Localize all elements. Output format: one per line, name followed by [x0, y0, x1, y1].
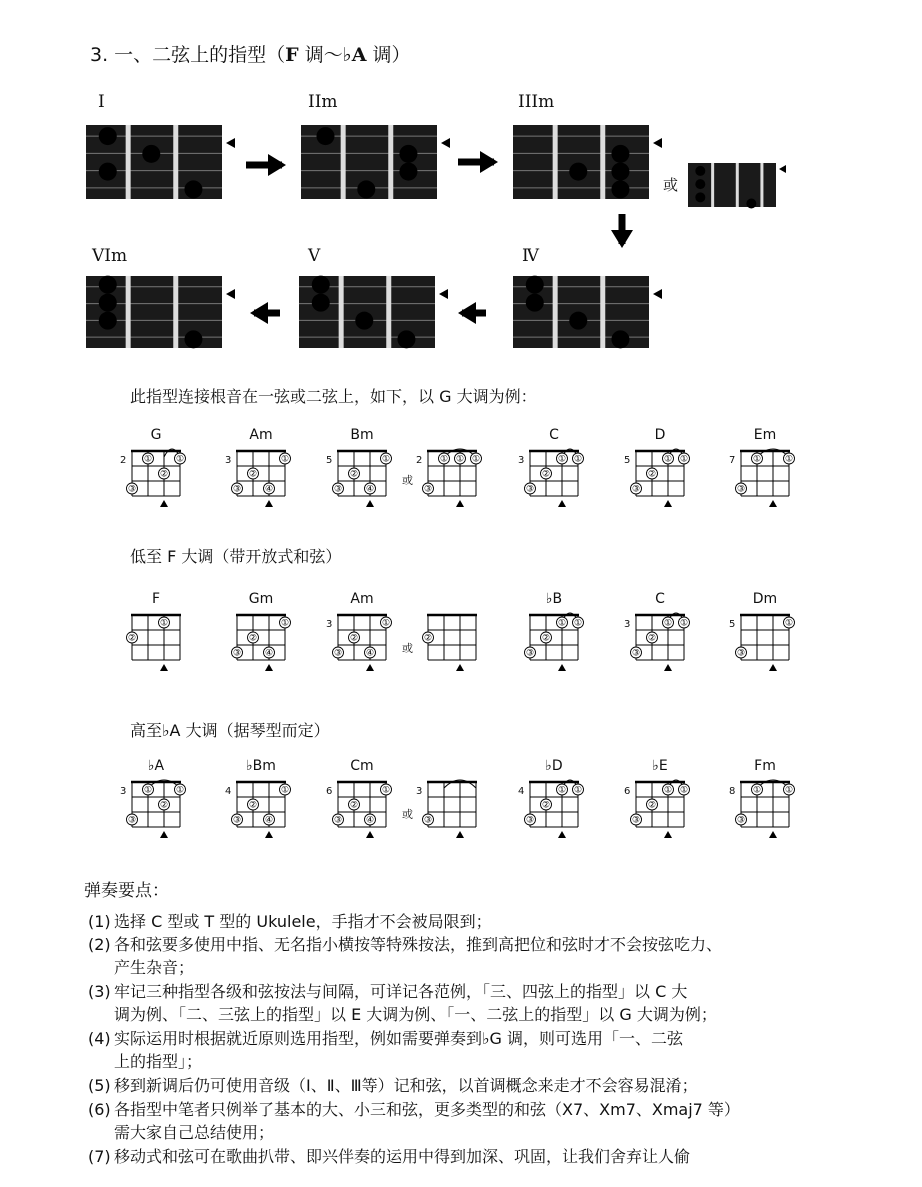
chord-fret-number: 7	[729, 455, 736, 466]
or-label: 或	[663, 176, 679, 194]
chord-name: ♭Bm	[246, 758, 276, 774]
chord-fret-number: 5	[624, 455, 631, 466]
label-I: I	[98, 92, 105, 112]
finger-number: ③	[631, 484, 641, 495]
chord-name: C	[549, 427, 559, 443]
notes-heading: 弹奏要点：	[84, 881, 169, 901]
finger-number: ③	[333, 484, 343, 495]
chord-name: C	[655, 591, 665, 607]
finger-number: ①	[573, 785, 583, 796]
finger-number: ①	[381, 618, 391, 629]
finger-number: ①	[280, 618, 290, 629]
finger-number: ①	[143, 785, 153, 796]
finger-number: ①	[679, 785, 689, 796]
chord-name: Am	[249, 427, 273, 443]
root-marker	[265, 831, 273, 838]
note-item	[88, 1074, 846, 1097]
chord-name: ♭D	[545, 758, 563, 774]
root-marker	[769, 500, 777, 507]
chord-diagram	[736, 449, 795, 507]
note-number: (3)	[88, 982, 111, 1001]
finger-number: ①	[159, 618, 169, 629]
chord-name: Dm	[752, 591, 778, 607]
finger-number: ①	[679, 454, 689, 465]
finger-number: ③	[736, 484, 746, 495]
chord-fret-number: 2	[120, 455, 127, 466]
note-text: 移到新调后仍可使用音级（Ⅰ、Ⅱ、Ⅲ等）记和弦，以首调概念来走才不会容易混淆；	[114, 1076, 698, 1095]
finger-number: ②	[248, 469, 258, 480]
chord-name: G	[150, 427, 162, 443]
chord-diagram	[631, 449, 690, 507]
root-marker	[664, 831, 672, 838]
row3-or: 或	[402, 808, 413, 821]
chord-fret-number: 3	[416, 786, 423, 797]
chord-fret-number: 3	[518, 455, 525, 466]
finger-number: ②	[541, 469, 551, 480]
chord-fret-number: 4	[225, 786, 232, 797]
chord-diagram	[525, 613, 584, 671]
finger-number: ②	[423, 633, 433, 644]
finger-number: ①	[663, 618, 673, 629]
chord-diagram	[525, 449, 584, 507]
finger-number: ②	[159, 800, 169, 811]
root-marker	[664, 500, 672, 507]
finger-number: ②	[349, 469, 359, 480]
intro-text: 此指型连接根音在一弦或二弦上，如下，以 G 大调为例：	[130, 387, 537, 406]
chord-diagram	[525, 780, 584, 838]
finger-number: ②	[127, 633, 137, 644]
finger-number: ②	[248, 800, 258, 811]
note-item	[88, 1098, 846, 1144]
high-heading: 高至♭A 大调（据琴型而定）	[130, 721, 330, 740]
note-text: 牢记三种指型各级和弦按法与间隔，可详记各范例，「三、四弦上的指型」以 C 大	[114, 982, 688, 1001]
row2-or: 或	[402, 642, 413, 655]
note-text: 上的指型」；	[114, 1052, 203, 1071]
chord-fret-number: 6	[326, 786, 333, 797]
finger-number: ②	[349, 800, 359, 811]
label-IIm: IIm	[308, 92, 338, 112]
note-item	[88, 910, 846, 933]
finger-number: ②	[541, 633, 551, 644]
finger-number: ③	[631, 815, 641, 826]
finger-number: ③	[525, 484, 535, 495]
finger-number: ①	[471, 454, 481, 465]
finger-number: ①	[280, 785, 290, 796]
chord-diagram	[423, 449, 482, 507]
label-IV: Ⅳ	[522, 246, 539, 266]
chord-name: ♭E	[652, 758, 668, 774]
root-marker	[366, 664, 374, 671]
finger-number: ③	[232, 648, 242, 659]
finger-number: ①	[557, 785, 567, 796]
finger-number: ①	[752, 785, 762, 796]
label-VIm: VIm	[92, 246, 128, 266]
chord-diagram	[127, 615, 182, 671]
finger-number: ④	[264, 815, 274, 826]
chord-diagram	[333, 615, 392, 671]
chord-diagram	[736, 780, 795, 838]
finger-number: ④	[365, 648, 375, 659]
finger-number: ②	[647, 633, 657, 644]
finger-number: ①	[573, 454, 583, 465]
finger-number: ③	[127, 815, 137, 826]
finger-number: ②	[248, 633, 258, 644]
root-marker	[366, 500, 374, 507]
finger-number: ①	[784, 785, 794, 796]
chord-diagram	[423, 780, 478, 838]
root-marker	[366, 831, 374, 838]
finger-number: ①	[573, 618, 583, 629]
finger-number: ①	[663, 785, 673, 796]
chord-diagram	[232, 782, 291, 838]
root-marker	[558, 831, 566, 838]
finger-number: ③	[232, 815, 242, 826]
note-item	[88, 1027, 846, 1073]
note-number: (6)	[88, 1100, 111, 1119]
chord-name: Gm	[248, 591, 274, 607]
chord-diagram	[423, 615, 478, 671]
chord-name: F	[151, 591, 161, 607]
note-text: 移动式和弦可在歌曲扒带、即兴伴奏的运用中得到加深、巩固，让我们舍弃让人偷	[114, 1147, 691, 1166]
note-number: (7)	[88, 1147, 111, 1166]
finger-number: ①	[175, 454, 185, 465]
finger-number: ①	[679, 618, 689, 629]
chord-fret-number: 3	[624, 619, 631, 630]
root-marker	[265, 664, 273, 671]
root-marker	[160, 664, 168, 671]
chord-fret-number: 5	[326, 455, 333, 466]
root-marker	[160, 831, 168, 838]
chord-fret-number: 2	[416, 455, 423, 466]
note-text: 各指型中笔者只例举了基本的大、小三和弦，更多类型的和弦（X7、Xm7、Xmaj7 等）	[114, 1100, 740, 1119]
finger-number: ④	[365, 815, 375, 826]
chord-fret-number: 8	[729, 786, 736, 797]
finger-number: ①	[143, 454, 153, 465]
note-number: (5)	[88, 1076, 111, 1095]
row1-or: 或	[402, 474, 413, 487]
finger-number: ②	[647, 469, 657, 480]
finger-number: ②	[159, 469, 169, 480]
root-marker	[265, 500, 273, 507]
chord-diagram	[127, 449, 186, 507]
chord-fret-number: 4	[518, 786, 525, 797]
chord-fret-number: 3	[326, 619, 333, 630]
finger-number: ③	[631, 648, 641, 659]
root-marker	[456, 664, 464, 671]
finger-number: ②	[349, 633, 359, 644]
chord-fret-number: 3	[225, 455, 232, 466]
chord-diagram	[127, 780, 186, 838]
finger-number: ③	[525, 648, 535, 659]
finger-number: ①	[280, 454, 290, 465]
note-text: 选择 C 型或 T 型的 Ukulele，手指才不会被局限到；	[114, 912, 492, 931]
root-marker	[769, 664, 777, 671]
root-marker	[558, 500, 566, 507]
chord-diagram	[736, 615, 795, 671]
chord-diagram	[232, 451, 291, 507]
chord-diagram	[232, 615, 291, 671]
note-text: 调为例、「二、三弦上的指型」以 E 大调为例、「一、二弦上的指型」以 G 大调为例；	[114, 1005, 717, 1024]
note-number: (2)	[88, 935, 111, 954]
finger-number: ①	[784, 618, 794, 629]
root-marker	[456, 500, 464, 507]
finger-number: ④	[365, 484, 375, 495]
chord-diagram	[631, 780, 690, 838]
finger-number: ③	[525, 815, 535, 826]
finger-number: ①	[381, 785, 391, 796]
note-text: 产生杂音；	[114, 958, 195, 977]
finger-number: ①	[557, 454, 567, 465]
finger-number: ②	[541, 800, 551, 811]
low-heading: 低至 F 大调（带开放式和弦）	[130, 547, 342, 566]
chord-diagram	[333, 451, 392, 507]
chord-name: Bm	[350, 427, 374, 443]
finger-number: ①	[663, 454, 673, 465]
chord-name: Am	[350, 591, 374, 607]
note-item	[88, 980, 846, 1026]
finger-number: ③	[232, 484, 242, 495]
finger-number: ③	[423, 484, 433, 495]
label-IIIm: IIIm	[518, 92, 555, 112]
finger-number: ③	[736, 648, 746, 659]
section-title: 3. 一、二弦上的指型（F 调～♭A 调）	[90, 44, 411, 66]
chord-name: ♭A	[147, 758, 165, 774]
note-text: 各和弦要多使用中指、无名指小横按等特殊按法，推到高把位和弦时才不会按弦吃力、	[114, 935, 723, 954]
root-marker	[664, 664, 672, 671]
finger-number: ①	[175, 785, 185, 796]
chord-name: Cm	[350, 758, 374, 774]
root-marker	[558, 664, 566, 671]
finger-number: ③	[736, 815, 746, 826]
finger-number: ①	[381, 454, 391, 465]
chord-diagram	[631, 613, 690, 671]
label-V: V	[308, 246, 321, 266]
finger-number: ③	[127, 484, 137, 495]
chord-fret-number: 3	[120, 786, 127, 797]
root-marker	[456, 831, 464, 838]
note-number: (4)	[88, 1029, 111, 1048]
root-marker	[769, 831, 777, 838]
chord-fret-number: 6	[624, 786, 631, 797]
note-item	[88, 933, 846, 979]
note-number: (1)	[88, 912, 111, 931]
root-marker	[160, 500, 168, 507]
chord-diagram	[333, 782, 392, 838]
chord-name: D	[654, 427, 666, 443]
finger-number: ①	[439, 454, 449, 465]
note-item	[88, 1145, 846, 1168]
chord-fret-number: 5	[729, 619, 736, 630]
finger-number: ③	[333, 815, 343, 826]
finger-number: ①	[784, 454, 794, 465]
finger-number: ③	[333, 648, 343, 659]
finger-number: ①	[557, 618, 567, 629]
chord-name: Fm	[754, 758, 776, 774]
note-text: 需大家自己总结使用；	[114, 1123, 275, 1142]
finger-number: ①	[455, 454, 465, 465]
finger-number: ②	[647, 800, 657, 811]
finger-number: ①	[752, 454, 762, 465]
chord-name: Em	[753, 427, 777, 443]
finger-number: ③	[423, 815, 433, 826]
note-text: 实际运用时根据就近原则选用指型，例如需要弹奏到♭G 调，则可选用「一、二弦	[114, 1029, 684, 1048]
chord-name: ♭B	[545, 591, 563, 607]
finger-number: ④	[264, 484, 274, 495]
finger-number: ④	[264, 648, 274, 659]
